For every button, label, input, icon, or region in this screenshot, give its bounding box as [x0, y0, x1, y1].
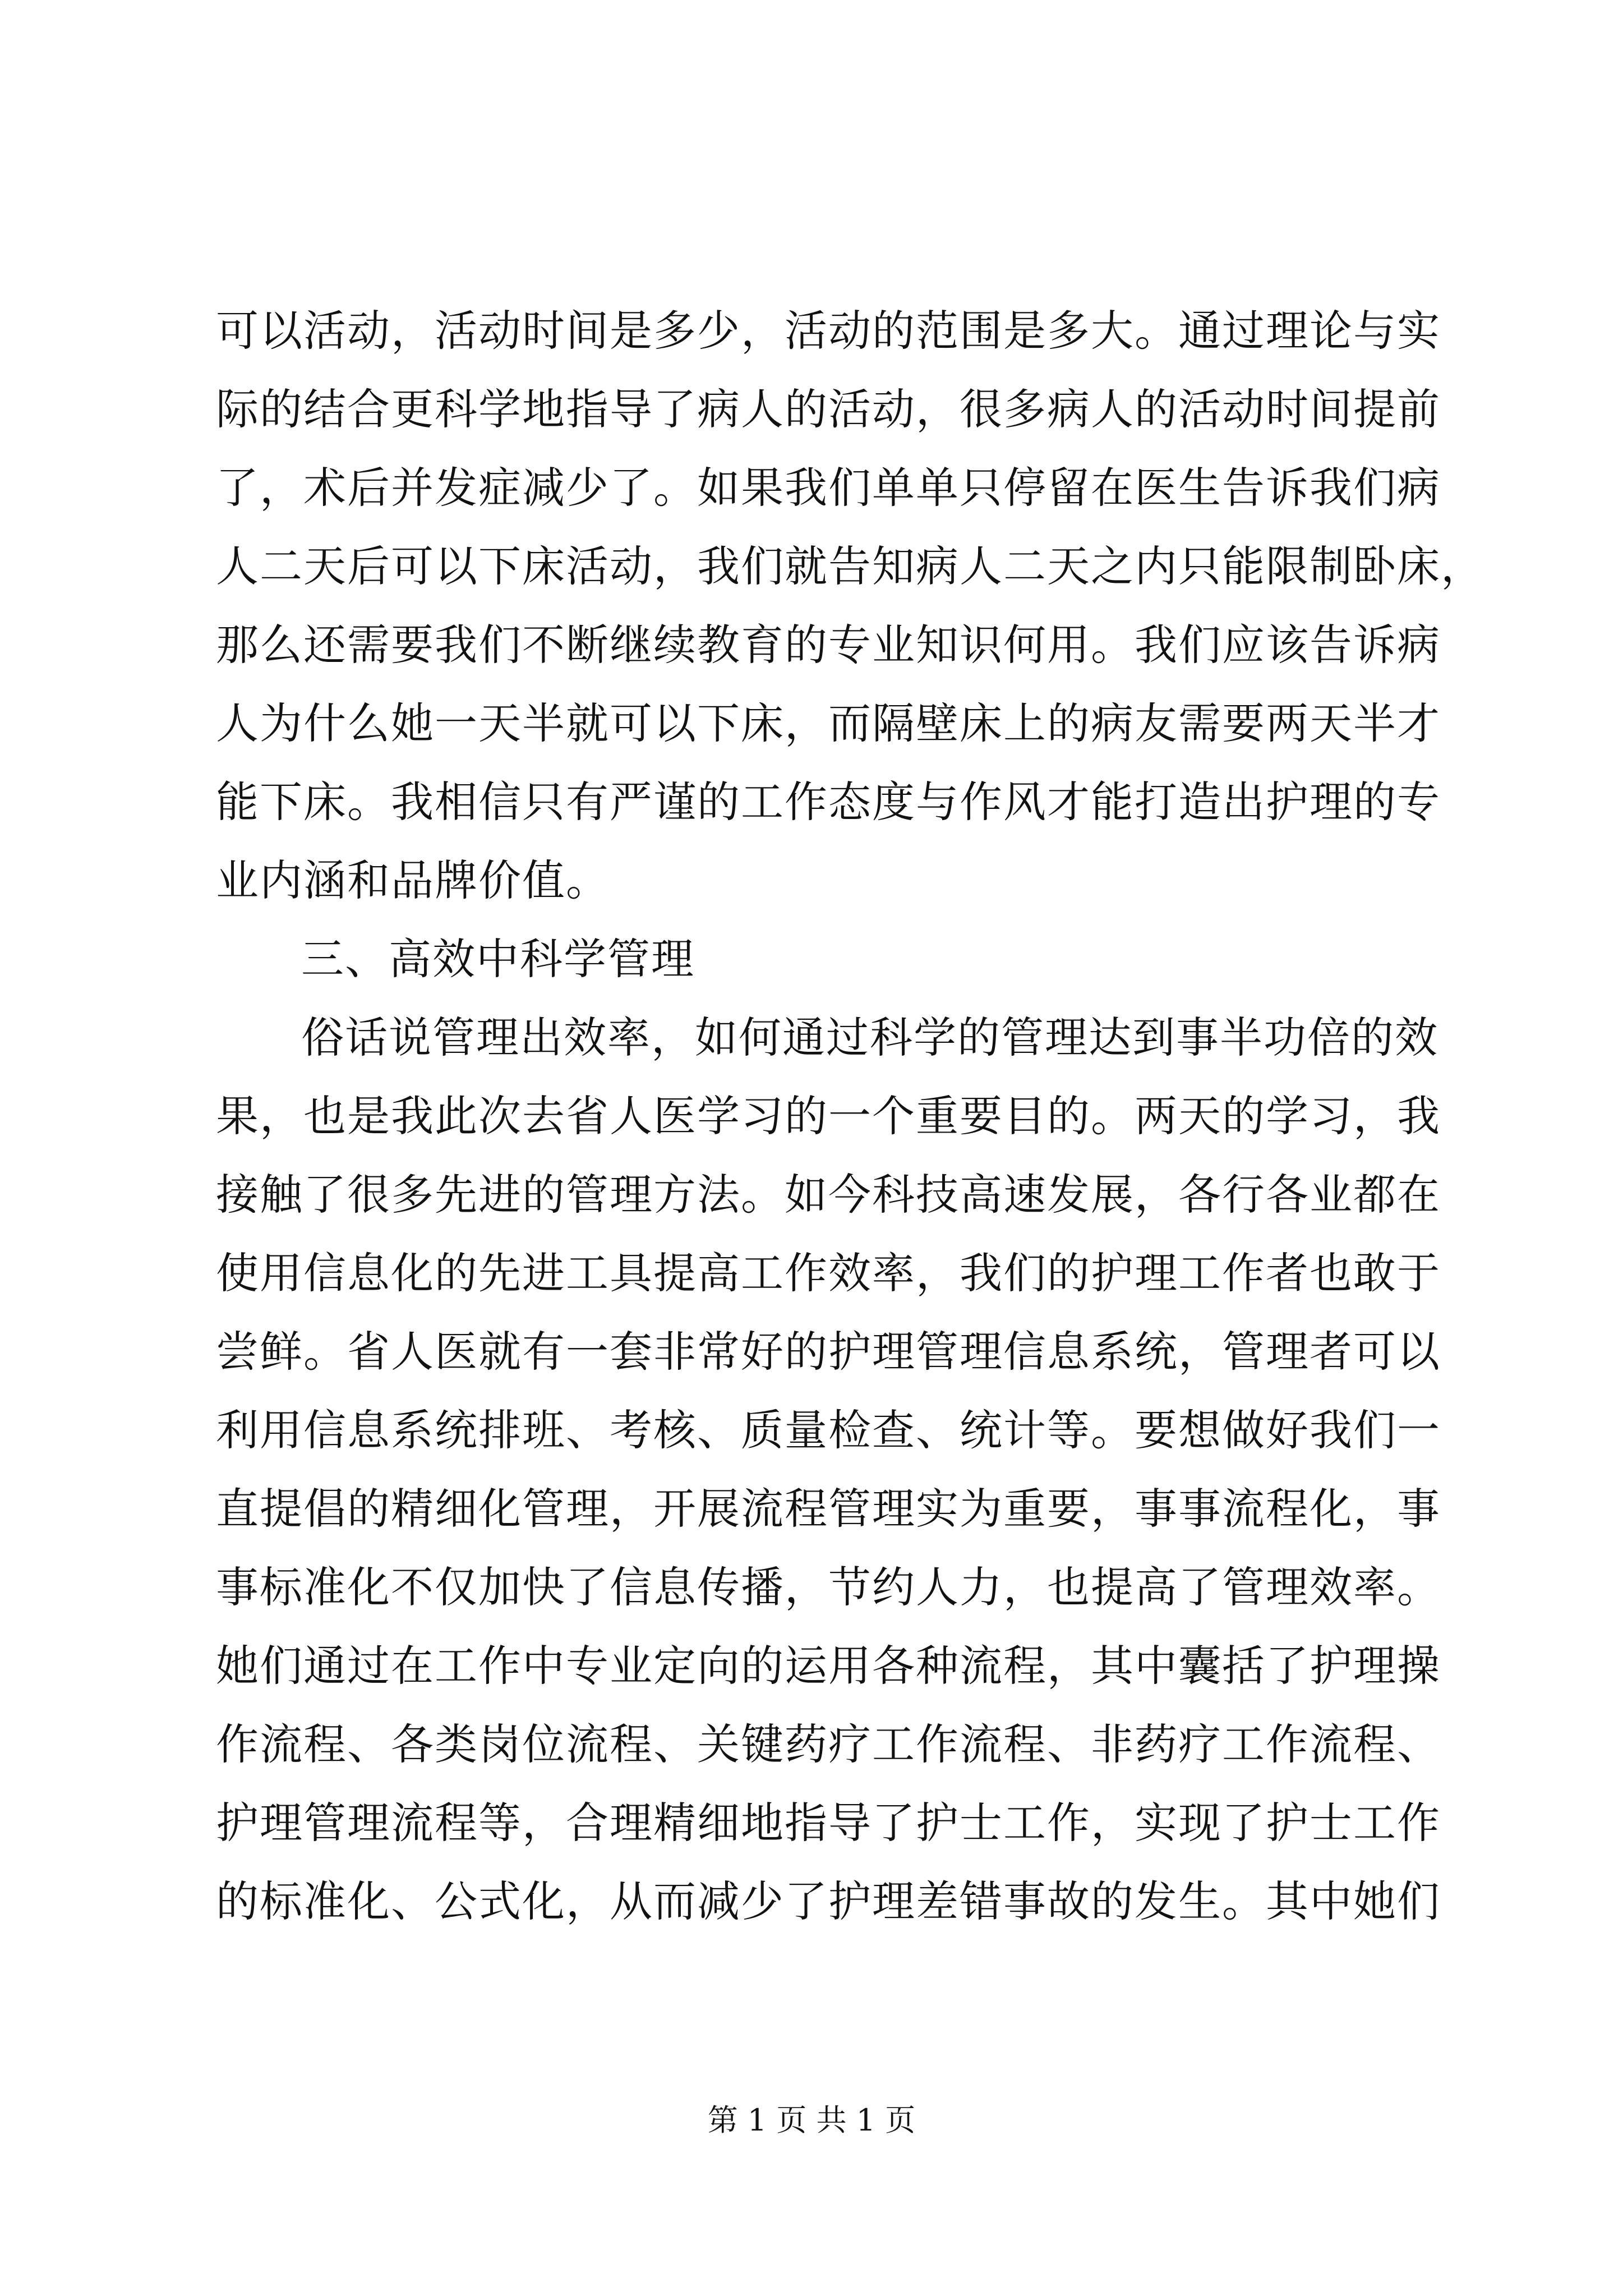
text-line: 尝鲜。省人医就有一套非常好的护理管理信息系统，管理者可以 [216, 1327, 1441, 1377]
text-line: 事标准化不仅加快了信息传播，节约人力，也提高了管理效率。 [216, 1562, 1441, 1612]
text-line: 俗话说管理出效率，如何通过科学的管理达到事半功倍的效 [301, 1013, 1438, 1062]
text-line: 际的结合更科学地指导了病人的活动，很多病人的活动时间提前 [216, 384, 1441, 434]
text-line: 能下床。我相信只有严谨的工作态度与作风才能打造出护理的专 [216, 777, 1441, 827]
text-line: 利用信息系统排班、考核、质量检查、统计等。要想做好我们一 [216, 1405, 1441, 1455]
text-line: 作流程、各类岗位流程、关键药疗工作流程、非药疗工作流程、 [216, 1719, 1441, 1769]
text-line: 人二天后可以下床活动，我们就告知病人二天之内只能限制卧床， [216, 541, 1484, 591]
text-line: 业内涵和品牌价值。 [216, 855, 610, 905]
text-line: 护理管理流程等，合理精细地指导了护士工作，实现了护士工作 [216, 1798, 1441, 1848]
text-line: 接触了很多先进的管理方法。如今科技高速发展，各行各业都在 [216, 1170, 1441, 1220]
page-footer: 第 1 页 共 1 页 [707, 2102, 916, 2138]
text-line: 那么还需要我们不断继续教育的专业知识何用。我们应该告诉病 [216, 620, 1441, 670]
text-line: 的标准化、公式化，从而减少了护理差错事故的发生。其中她们 [216, 1876, 1441, 1926]
text-line: 了，术后并发症减少了。如果我们单单只停留在医生告诉我们病 [216, 463, 1441, 513]
text-line: 可以活动，活动时间是多少，活动的范围是多大。通过理论与实 [216, 306, 1441, 356]
section-heading: 三、高效中科学管理 [301, 934, 695, 984]
text-line: 使用信息化的先进工具提高工作效率，我们的护理工作者也敢于 [216, 1248, 1441, 1298]
text-line: 果，也是我此次去省人医学习的一个重要目的。两天的学习，我 [216, 1091, 1441, 1141]
text-line: 她们通过在工作中专业定向的运用各种流程，其中囊括了护理操 [216, 1641, 1441, 1691]
text-line: 直提倡的精细化管理，开展流程管理实为重要，事事流程化，事 [216, 1484, 1441, 1534]
text-line: 人为什么她一天半就可以下床，而隔壁床上的病友需要两天半才 [216, 698, 1441, 748]
